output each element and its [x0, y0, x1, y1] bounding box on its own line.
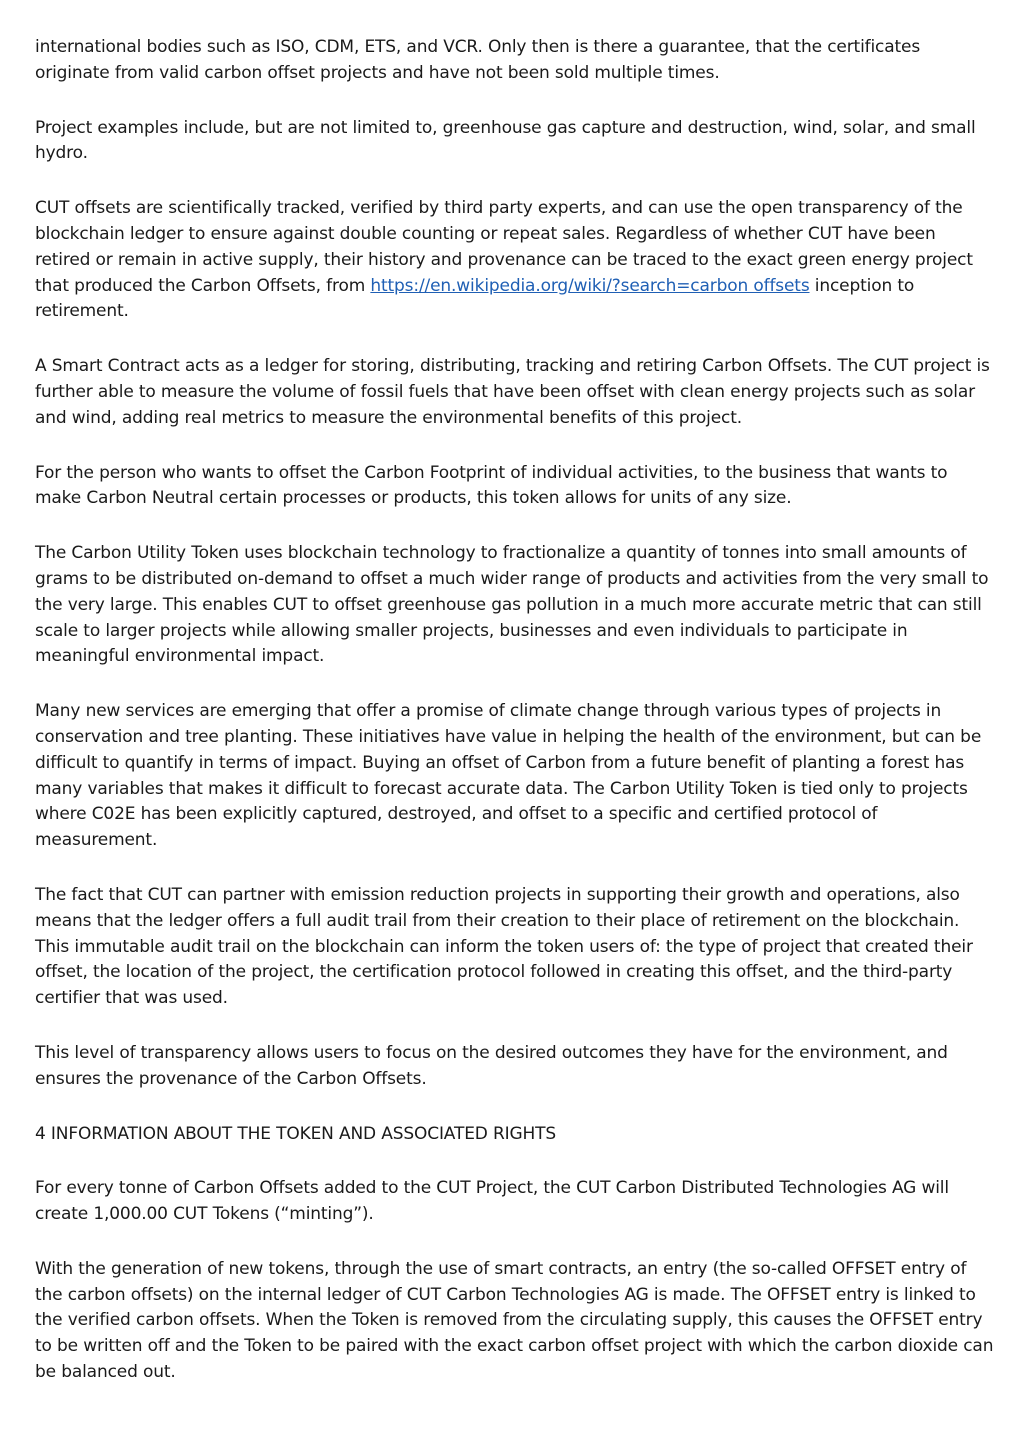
wikipedia-carbon-offsets-link[interactable]: https://en.wikipedia.org/wiki/?search=carbon offsets: [370, 275, 810, 296]
paragraph-new-services: Many new services are emerging that offer a promise of climate change through various types of projects in conservation and tree planting. These initiatives have value in helping the health of the environment, but can be difficult to quantify in terms of impact. Buying an offset of Carbon from a future benefit of planting a forest has many variables that makes it difficult to forecast accurate data. The Carbon Utility Token is tied only to projects where C02E has been explicitly captured, destroyed, and offset to a specific and certified protocol of measurement.: [35, 701, 982, 851]
paragraph-minting: For every tonne of Carbon Offsets added to the CUT Project, the CUT Carbon Distributed Technologies AG will create 1,000.00 CUT Tokens (“minting”).: [35, 1178, 949, 1225]
section-heading-token-rights: 4 INFORMATION ABOUT THE TOKEN AND ASSOCIATED RIGHTS: [35, 1123, 557, 1144]
document-body: [35, 35, 995, 1415]
paragraph-units-any-size: For the person who wants to offset the Carbon Footprint of individual activities, to the business that wants to make Carbon Neutral certain processes or products, this token allows for units of any size.: [35, 462, 948, 509]
paragraph-smart-contract: A Smart Contract acts as a ledger for storing, distributing, tracking and retiring Carbon Offsets. The CUT project is further able to measure the volume of fossil fuels that have been offset with clean energy projects such as solar and wind, adding real metrics to measure the environmental benefits of this project.: [35, 356, 990, 428]
paragraph-transparency: This level of transparency allows users to focus on the desired outcomes they have for the environment, and ensures the provenance of the Carbon Offsets.: [35, 1042, 948, 1089]
paragraph-offset-tracking-text: CUT offsets are scientifically tracked, verified by third party experts, and can use the open transparency of the blockchain ledger to ensure against double counting or repeat sales. Regardless of whether CUT have been retired or remain in active supply, their history and provenance can be traced to the exact green energy project that produced the Carbon Offsets, from: [35, 198, 973, 296]
paragraph-offset-entry: With the generation of new tokens, through the use of smart contracts, an entry (the so-called OFFSET entry of the carbon offsets) on the internal ledger of CUT Carbon Technologies AG is made. The OFFSET entry is linked to the verified carbon offsets. When the Token is removed from the circulating supply, this causes the OFFSET entry to be written off and the Token to be paired with the exact carbon offset project with which the carbon dioxide can be balanced out.: [35, 1258, 994, 1383]
paragraph-audit-trail: The fact that CUT can partner with emission reduction projects in supporting their growth and operations, also means that the ledger offers a full audit trail from their creation to their place of retirement on the blockchain. This immutable audit trail on the blockchain can inform the token users of: the type of project that created their offset, the location of the project, the certification protocol followed in creating this offset, and the third-party certifier that was used.: [35, 884, 973, 1009]
paragraph-fractionalize: The Carbon Utility Token uses blockchain technology to fractionalize a quantity of tonnes into small amounts of grams to be distributed on-demand to offset a much wider range of products and activities from the very small to the very large. This enables CUT to offset greenhouse gas pollution in a much more accurate metric that can still scale to larger projects while allowing smaller projects, businesses and even individuals to participate in meaningful environmental impact.: [35, 543, 989, 667]
paragraph-offset-tracking-tail: inception to retirement.: [35, 275, 915, 322]
paragraph-project-examples: Project examples include, but are not limited to, greenhouse gas capture and destruction, wind, solar, and small hydro.: [35, 117, 976, 164]
paragraph-offset-tracking: [35, 196, 995, 325]
paragraph-certification-bodies: international bodies such as ISO, CDM, ETS, and VCR. Only then is there a guarantee, that the certificates originate from valid carbon offset projects and have not been sold multiple times.: [35, 37, 921, 83]
